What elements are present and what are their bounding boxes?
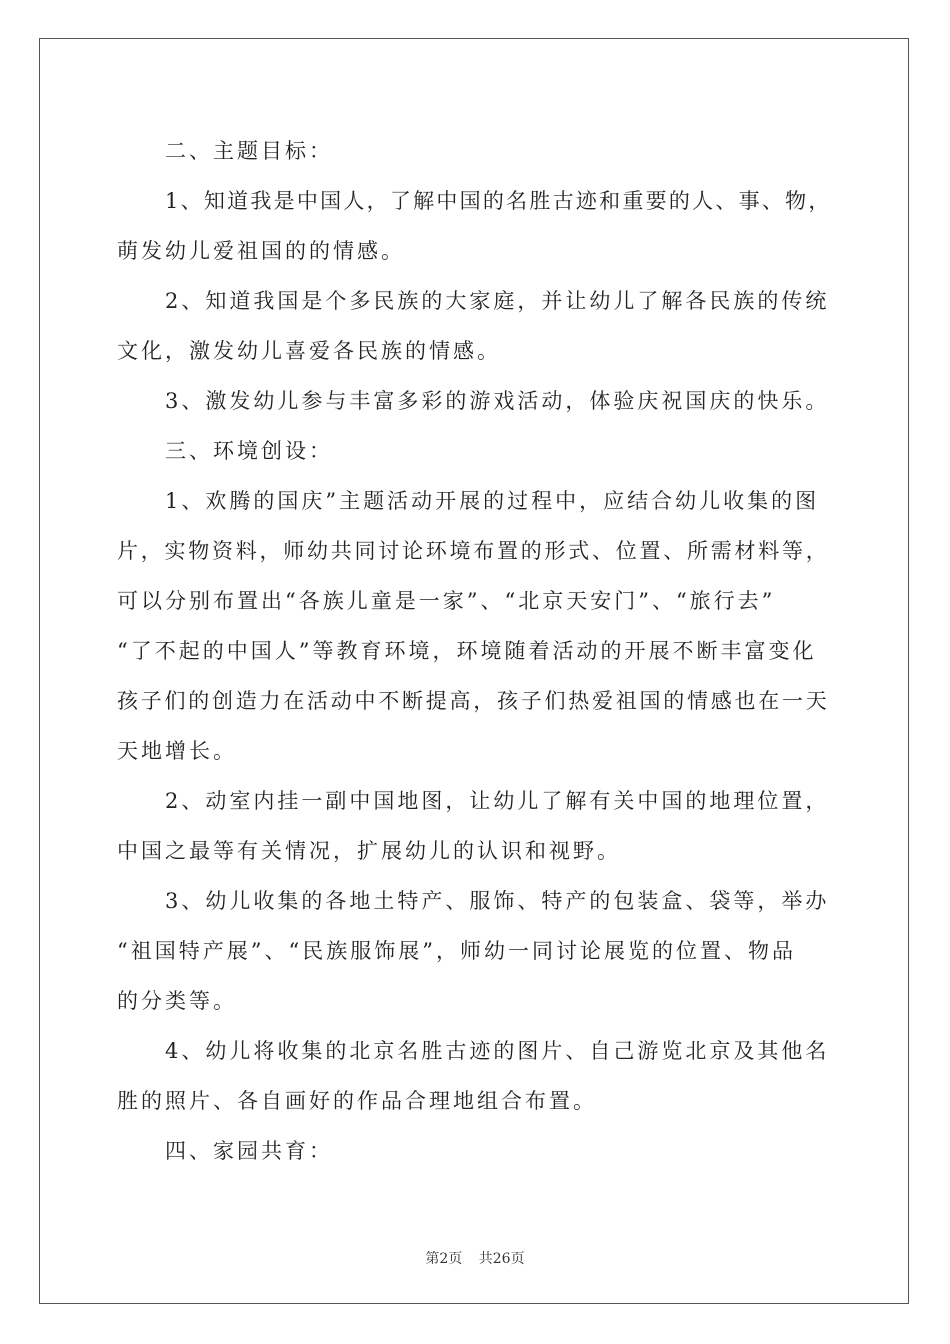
paragraph-environment-3 [117,876,833,1026]
text-line: 的分类等。 [117,989,237,1013]
text-line: 2、动室内挂一副中国地图，让幼儿了解有关中国的地理位置， [165,789,830,813]
text-line: 三、环境创设： [165,439,333,463]
text-line: 孩子们的创造力在活动中不断提高，孩子们热爱祖国的情感也在一天 [117,689,830,713]
text-line: 3、幼儿收集的各地土特产、服饰、特产的包装盒、袋等，举办 [165,889,830,913]
text-line: 1、欢腾的国庆”主题活动开展的过程中，应结合幼儿收集的图 [165,489,820,513]
paragraph-goal-2 [117,276,833,376]
text-line: “祖国特产展”、“民族服饰展”，师幼一同讨论展览的位置、物品 [117,939,796,963]
paragraph-environment-heading [117,426,833,476]
paragraph-environment-4 [117,1026,833,1126]
paragraph-environment-2 [117,776,833,876]
page-number: 第2页 [425,1251,463,1267]
text-line: 萌发幼儿爱祖国的的情感。 [117,239,405,263]
paragraph-goals-heading [117,126,833,176]
text-line: 2、知道我国是个多民族的大家庭，并让幼儿了解各民族的传统 [165,289,830,313]
text-line: “了不起的中国人”等教育环境，环境随着活动的开展不断丰富变化 [117,639,817,663]
text-line: 中国之最等有关情况，扩展幼儿的认识和视野。 [117,839,621,863]
document-body [117,126,833,1176]
paragraph-goal-1 [117,176,833,276]
paragraph-home-school-heading [117,1126,833,1176]
text-line: 片，实物资料，师幼共同讨论环境布置的形式、位置、所需材料等， [117,539,830,563]
paragraph-goal-3 [117,376,833,426]
text-line: 3、激发幼儿参与丰富多彩的游戏活动，体验庆祝国庆的快乐。 [165,389,830,413]
text-line: 四、家园共育： [165,1139,333,1163]
text-line: 文化，激发幼儿喜爱各民族的情感。 [117,339,501,363]
text-line: 1、知道我是中国人，了解中国的名胜古迹和重要的人、事、物， [165,189,832,213]
page-total: 共26页 [478,1251,525,1267]
text-line: 胜的照片、各自画好的作品合理地组合布置。 [117,1089,597,1113]
text-line: 天地增长。 [117,739,237,763]
paragraph-environment-1 [117,476,833,776]
text-line: 二、主题目标： [165,139,333,163]
page-footer [0,1248,950,1268]
text-line: 可以分别布置出“各族儿童是一家”、“北京天安门”、“旅行去” [117,589,776,613]
text-line: 4、幼儿将收集的北京名胜古迹的图片、自己游览北京及其他名 [165,1039,830,1063]
